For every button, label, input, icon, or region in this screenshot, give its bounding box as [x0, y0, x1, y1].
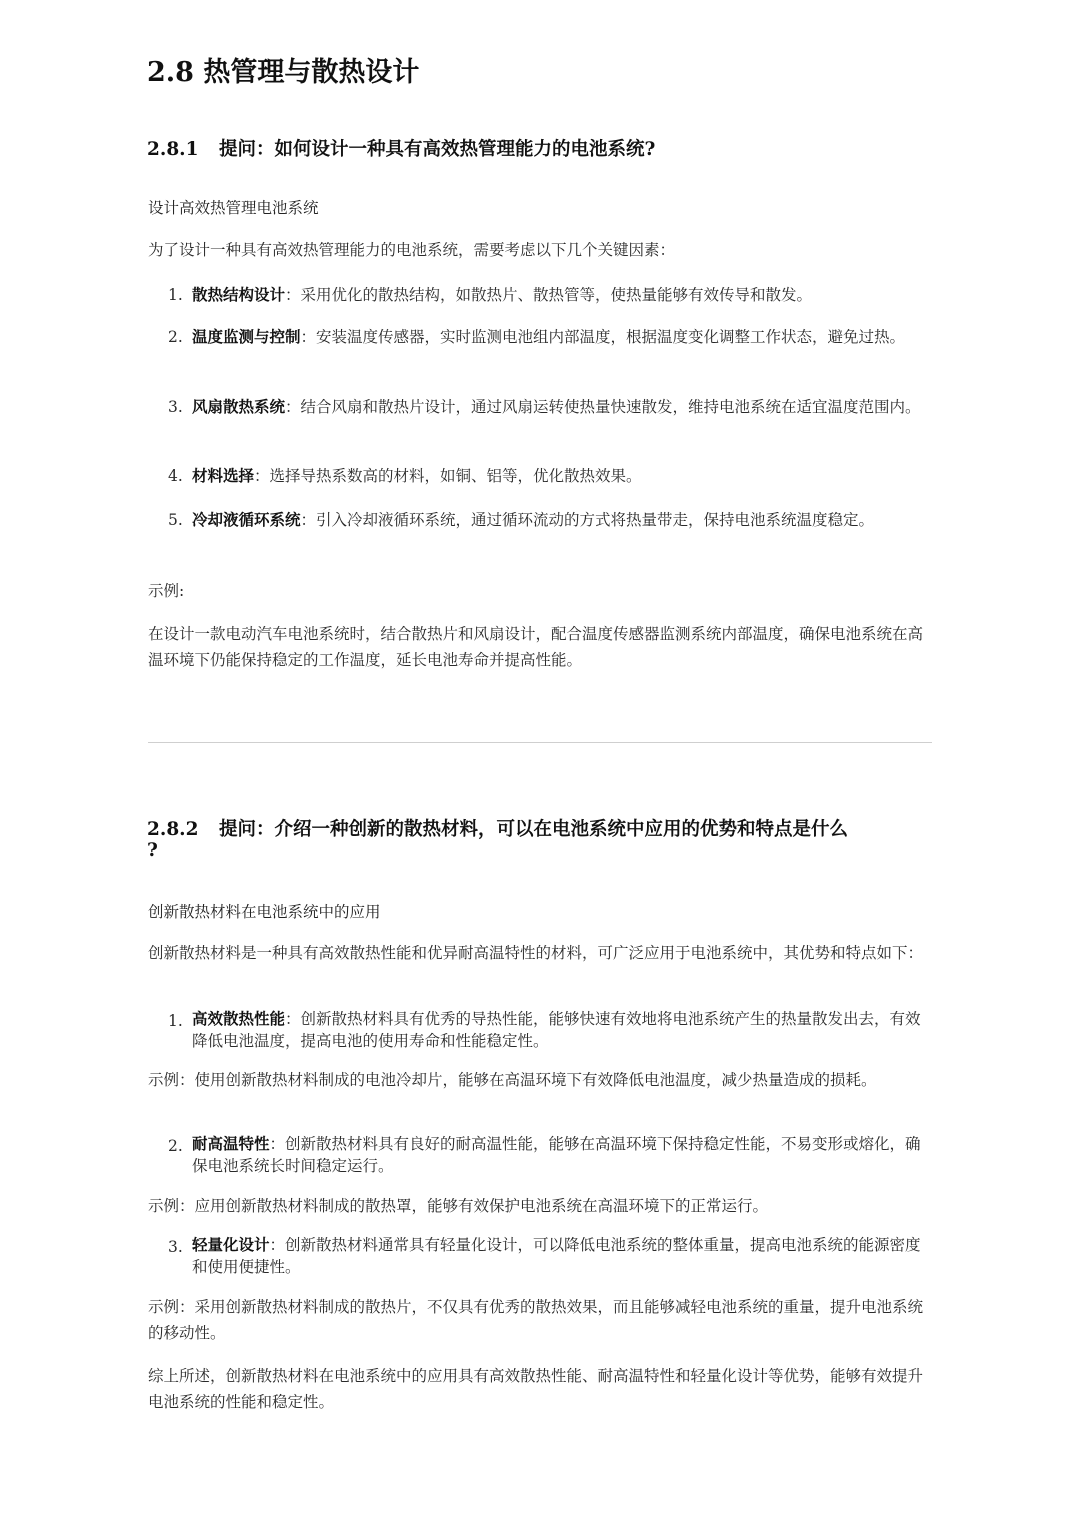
example-paragraph: 示例：使用创新散热材料制成的电池冷却片，能够在高温环境下有效降低电池温度，减少热量造成的损耗。	[148, 1071, 877, 1089]
question-tail: ?	[147, 840, 158, 861]
intro-paragraph: 创新散热材料是一种具有高效散热性能和优异耐高温特性的材料，可广泛应用于电池系统中，其优势和特点如下：	[148, 944, 924, 962]
answer-subtitle: 设计高效热管理电池系统	[148, 199, 319, 217]
item-term: 散热结构设计	[192, 285, 286, 304]
example-paragraph: 在设计一款电动汽车电池系统时，结合散热片和风扇设计，配合温度传感器监测系统内部温度，确保电池系统在高温环境下仍能保持稳定的工作温度，延长电池寿命并提高性能。	[148, 625, 924, 669]
question-text: 提问：如何设计一种具有高效热管理能力的电池系统?	[219, 139, 656, 160]
conclusion-paragraph: 综上所述，创新散热材料在电池系统中的应用具有高效散热性能、耐高温特性和轻量化设计等优势，能够有效提升电池系统的性能和稳定性。	[148, 1367, 924, 1411]
document-page: 2.8 热管理与散热设计 2.8.1 提问：如何设计一种具有高效热管理能力的电池系统? 设计高效热管理电池系统 为了设计一种具有高效热管理能力的电池系统，需要考虑以下几个关键因素： 1. 散热结构设计：采用优化的散热结构，如散热片、散热管等，使热量能够有效传导和散发。 2. 温度监测与控制：安装温度传感器，实时监测电池组内部温度，根据温度变化调整工作状态，避免过热。 3. 风扇散热系统：结合风扇和散热片设计，通过风扇运转使热量快速散发，维持电池系统在适宜温度范围内。 4. 材料选择：选择导热系数高的材料，如铜、铝等，优化散热效果。 5. 冷却液循环系统：引入冷却液循环系统，通过循环流动的方式将热量带走，保持电池系统温度稳定。 示例: 在设计一款电动汽车电池系统时，结合散热片和风扇设计，配合温度传感器监测系统内部温度，确保电池系统在高温环境下仍能保持稳定的工作温度，延长电池寿命并提高性能。 2.8.2 提问：介绍一种创新的散热材料，可以在电池系统中应用的优势和特点是什么 ? 创新散热材料在电池系统中的应用 创新散热材料是一种具有高效散热性能和优异耐高温特性的材料，可广泛应用于电池系统中，其优势和特点如下： 1. 高效散热性能：创新散热材料具有优秀的导热性能，能够快速有效地将电池系统产生的热量散发出去，有效降低电池温度，提高电池的使用寿命和性能稳定性。 示例：使用创新散热材料制成的电池冷却片，能够在高温环境下有效降低电池温度，减少热量造成的损耗。 2. 耐高温特性：创新散热材料具有良好的耐高温性能，能够在高温环境下保持稳定性能，不易变形或熔化，确保电池系统长时间稳定运行。 示例：应用创新散热材料制成的散热罩，能够有效保护电池系统在高温环境下的正常运行。 3. 轻量化设计：创新散热材料通常具有轻量化设计，可以降低电池系统的整体重量，提高电池系统的能源密度和使用便捷性。 示例：采用创新散热材料制成的散热片，不仅具有优秀的散热效果，而且能够减轻电池系统的重量，提升电池系统的移动性。 综上所述，创新散热材料在电池系统中的应用具有高效散热性能、耐高温特性和轻量化设计等优势，能够有效提升电池系统的性能和稳定性。	[0, 0, 1080, 1528]
question-heading-2	[147, 815, 848, 841]
example-paragraph: 示例：应用创新散热材料制成的散热罩，能够有效保护电池系统在高温环境下的正常运行。	[148, 1197, 769, 1215]
item-text: ：引入冷却液循环系统，通过循环流动的方式将热量带走，保持电池系统温度稳定。	[300, 511, 875, 529]
question-number: 2.8.2	[147, 819, 199, 840]
answer-subtitle: 创新散热材料在电池系统中的应用	[148, 903, 381, 921]
example-label: 示例:	[148, 582, 185, 600]
item-term: 风扇散热系统	[192, 397, 286, 416]
item-term: 材料选择	[192, 466, 255, 485]
item-text: ：采用优化的散热结构，如散热片、散热管等，使热量能够有效传导和散发。	[285, 286, 813, 304]
divider	[148, 742, 932, 743]
item-text: ：选择导热系数高的材料，如铜、铝等，优化散热效果。	[254, 467, 642, 485]
item-term: 轻量化设计	[192, 1235, 270, 1254]
item-text: ：创新散热材料通常具有轻量化设计，可以降低电池系统的整体重量，提高电池系统的能源密度和使用便捷性。	[192, 1236, 921, 1276]
item-term: 冷却液循环系统	[192, 510, 301, 529]
item-text: ：创新散热材料具有良好的耐高温性能，能够在高温环境下保持稳定性能，不易变形或熔化，确保电池系统长时间稳定运行。	[192, 1135, 921, 1175]
item-term: 温度监测与控制	[192, 327, 301, 346]
item-term: 耐高温特性	[192, 1134, 270, 1153]
question-number: 2.8.1	[147, 139, 199, 160]
item-text: ：安装温度传感器，实时监测电池组内部温度，根据温度变化调整工作状态，避免过热。	[300, 328, 906, 346]
intro-paragraph: 为了设计一种具有高效热管理能力的电池系统，需要考虑以下几个关键因素：	[148, 241, 676, 259]
question-heading-1	[147, 135, 655, 161]
item-text: ：结合风扇和散热片设计，通过风扇运转使热量快速散发，维持电池系统在适宜温度范围内。	[285, 398, 921, 416]
item-term: 高效散热性能	[192, 1009, 286, 1028]
question-text: 提问：介绍一种创新的散热材料，可以在电池系统中应用的优势和特点是什么	[219, 819, 849, 840]
example-paragraph: 示例：采用创新散热材料制成的散热片，不仅具有优秀的散热效果，而且能够减轻电池系统的重量，提升电池系统的移动性。	[148, 1298, 924, 1342]
item-text: ：创新散热材料具有优秀的导热性能，能够快速有效地将电池系统产生的热量散发出去，有效降低电池温度，提高电池的使用寿命和性能稳定性。	[192, 1010, 921, 1050]
section-title: 2.8 热管理与散热设计	[147, 57, 420, 88]
